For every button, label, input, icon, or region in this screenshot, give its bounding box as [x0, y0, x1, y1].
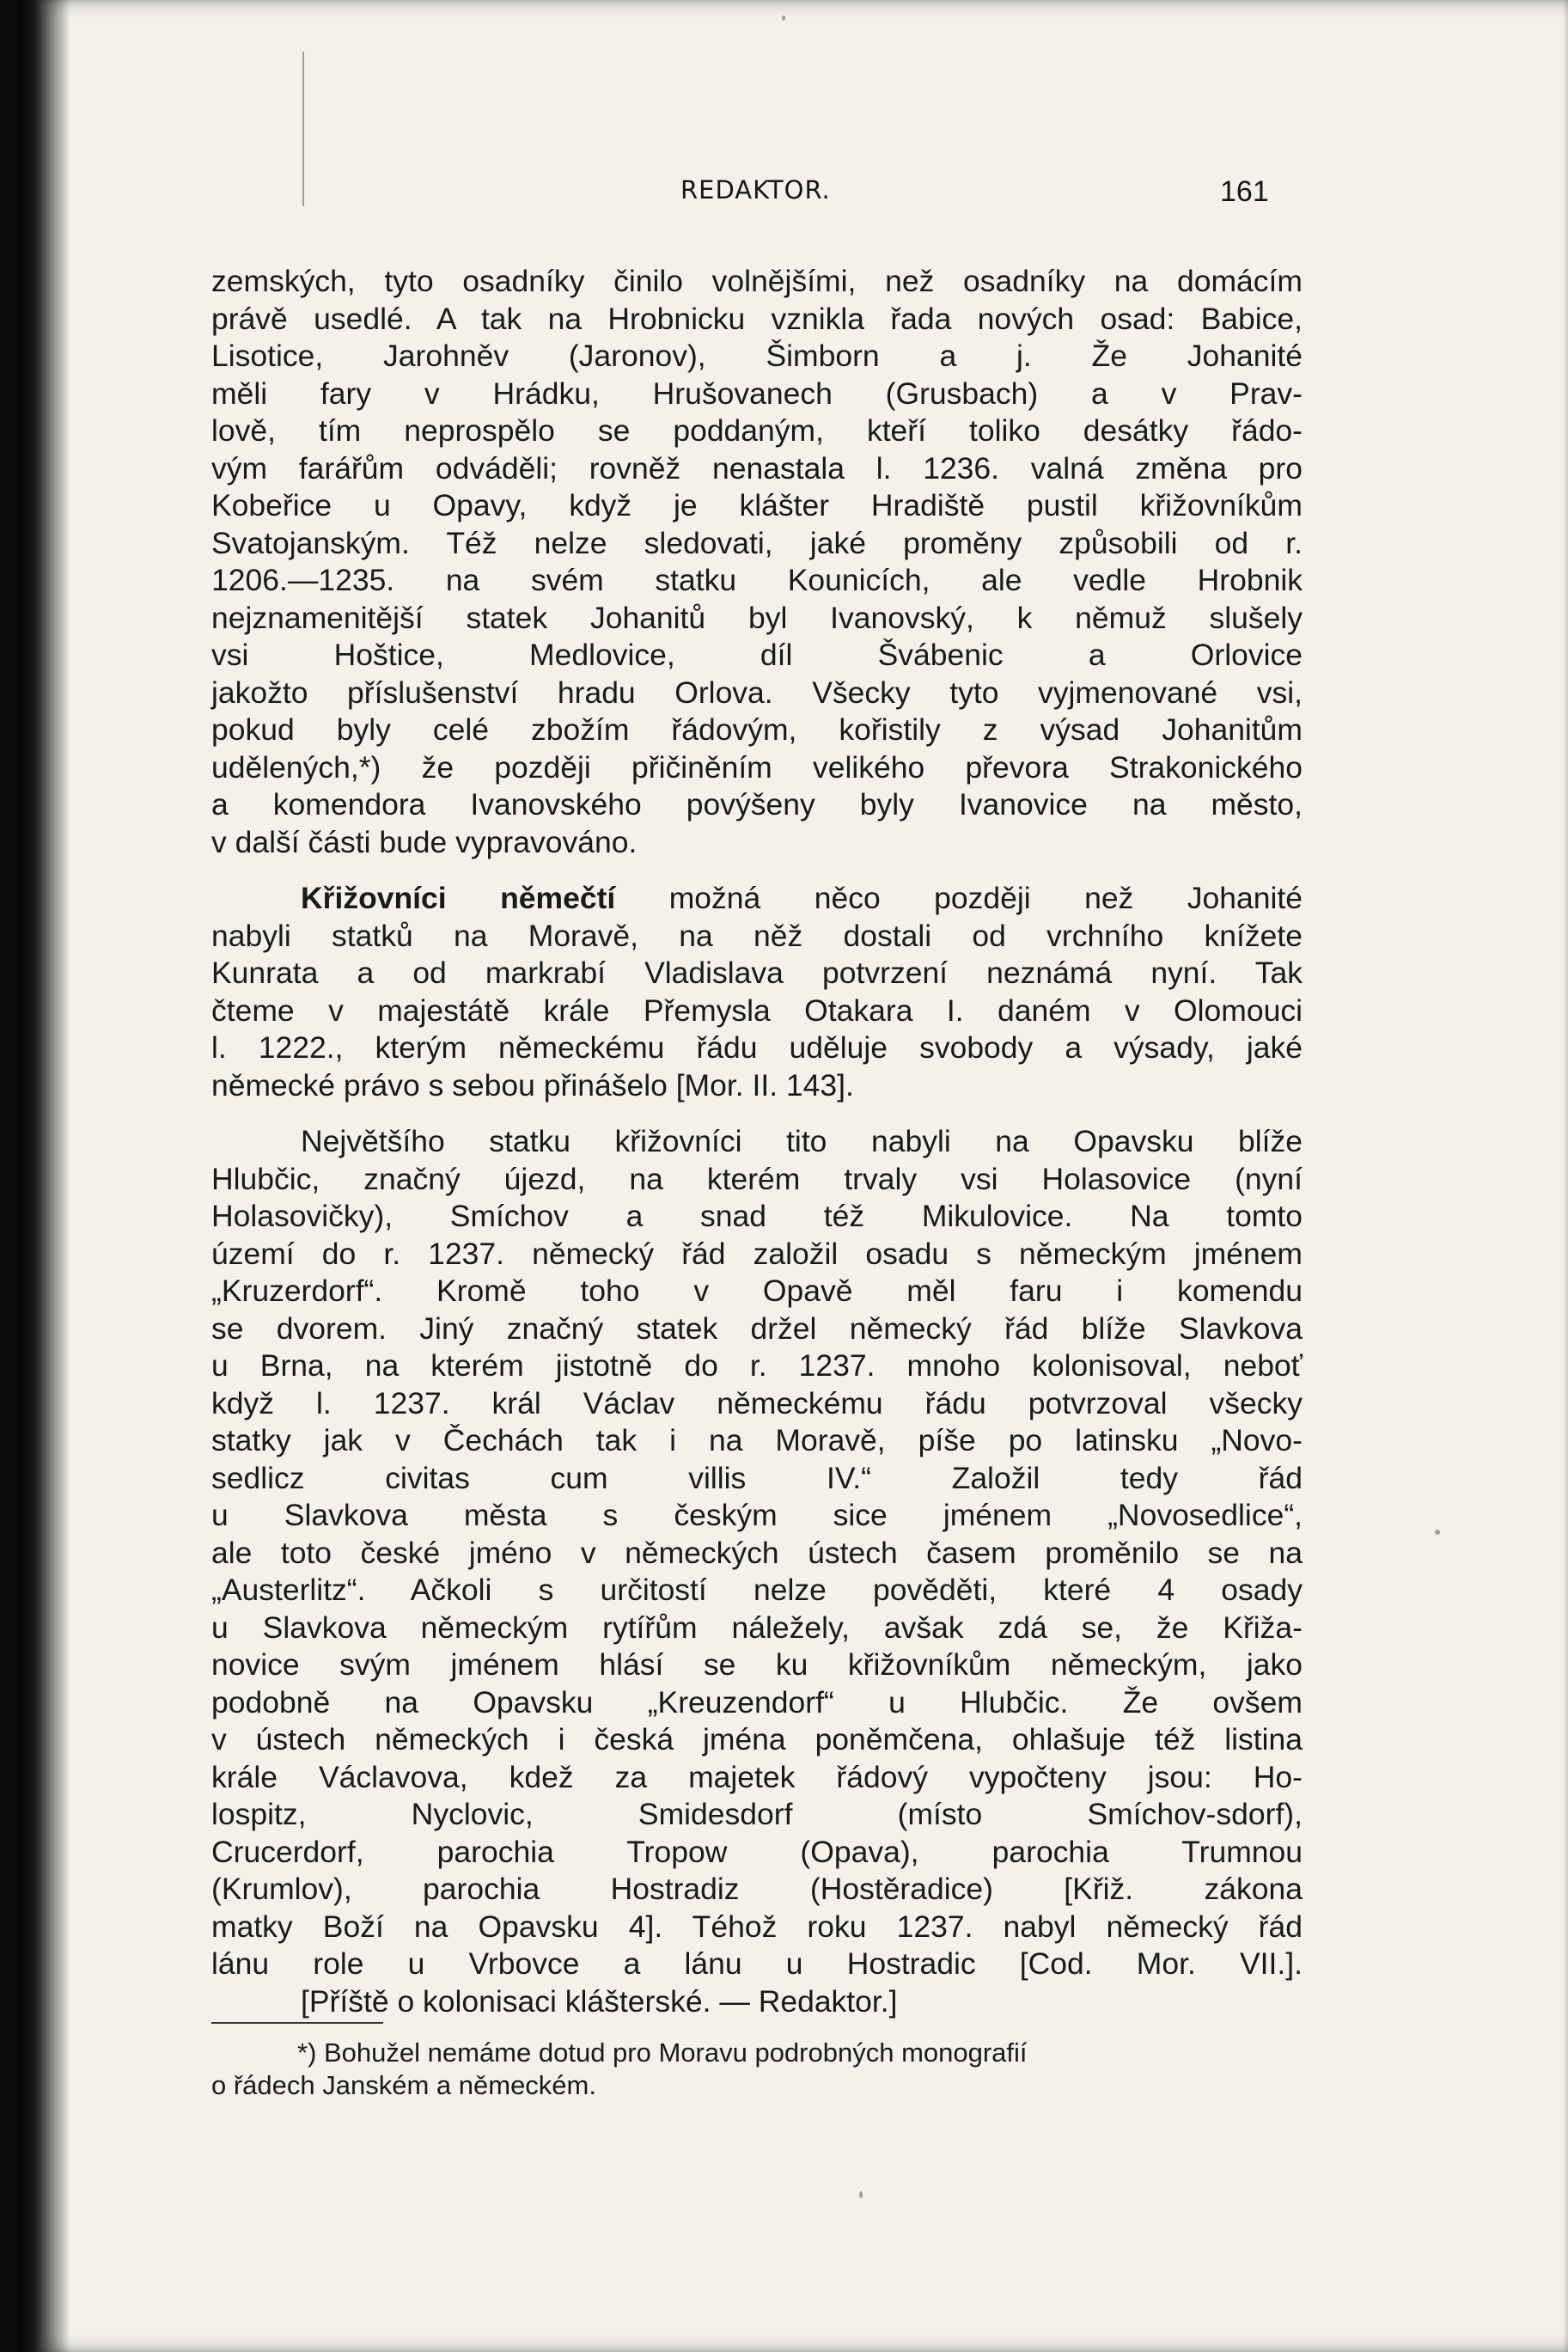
paragraph-3	[211, 1123, 1303, 1983]
text-line: l. 1222., kterým německému řádu uděluje svobody a výsady, jaké	[211, 1030, 1303, 1065]
paragraph-gap	[211, 1104, 1303, 1123]
footnote-line: o řádech Janském a německém.	[211, 2070, 596, 2100]
footnote-line: *) Bohužel nemáme dotud pro Moravu podrobných monografií	[297, 2037, 1028, 2068]
text-line: Kobeřice u Opavy, když je klášter Hradiště pustil křižovníkům	[211, 488, 1303, 522]
text-line: u Slavkova německým rytířům náležely, avšak zdá se, že Křiža-	[211, 1610, 1303, 1645]
text-line: a komendora Ivanovského povýšeny byly Ivanovice na město,	[211, 787, 1303, 822]
paper-speck	[1435, 1530, 1440, 1535]
text-line: se dvorem. Jiný značný statek držel německý řád blíže Slavkova	[211, 1310, 1303, 1346]
text-line-next-note: [Příště o kolonisaci klášterské. — Redaktor.]	[301, 1983, 898, 2019]
text-line: pokud byly celé zbožím řádovým, kořistily z výsad Johanitům	[211, 712, 1303, 747]
text-line: lově, tím neprospělo se poddaným, kteří toliko desátky řádo-	[211, 413, 1303, 448]
text-line: podobně na Opavsku „Kreuzendorf“ u Hlubčic. Že ovšem	[211, 1684, 1303, 1720]
page-number: 161	[1220, 175, 1269, 208]
text-line: 1206.—1235. na svém statku Kounicích, ale vedle Hrobnik	[211, 563, 1303, 597]
text-line: „Austerlitz“. Ačkoli s určitostí nelze pověděti, které 4 osady	[211, 1573, 1303, 1607]
gutter-shadow	[19, 0, 70, 2352]
text-line-heading	[211, 880, 1303, 918]
text-line: „Kruzerdorf“. Kromě toho v Opavě měl faru i komendu	[211, 1274, 1303, 1308]
running-head	[0, 175, 1568, 210]
text-line: ale toto české jméno v německých ústech časem proměnilo se na	[211, 1535, 1303, 1570]
article-body	[211, 263, 1303, 2020]
text-line: území do r. 1237. německý řád založil osadu s německým jménem	[211, 1236, 1303, 1271]
text-line: u Brna, na kterém jistotně do r. 1237. mnoho kolonisoval, neboť	[211, 1348, 1303, 1383]
text-line: Holasovičky), Smíchov a snad též Mikulovice. Na tomto	[211, 1199, 1303, 1233]
text-line: u Slavkova města s českým sice jménem „Novosedlice“,	[211, 1498, 1303, 1532]
text-line: německé právo s sebou přinášelo [Mor. II. 143].	[211, 1067, 854, 1103]
text-line: v další části bude vypravováno.	[211, 824, 638, 859]
text-line: vsi Hoštice, Medlovice, díl Švábenic a Orlovice	[211, 638, 1303, 672]
text-line: krále Václavova, kdež za majetek řádový vypočteny jsou: Ho-	[211, 1759, 1303, 1794]
text-line: jakožto příslušenství hradu Orlova. Všecky tyto vyjmenované vsi,	[211, 675, 1303, 710]
running-title: REDAKTOR.	[680, 175, 831, 205]
text-line: sedlicz civitas cum villis IV.“ Založil tedy řád	[211, 1460, 1303, 1495]
text-line: Svatojanským. Též nelze sledovati, jaké proměny způsobili od r.	[211, 525, 1303, 560]
text-line: Lisotice, Jarohněv (Jaronov), Šimborn a j. Že Johanité	[211, 339, 1303, 373]
text-line: zemských, tyto osadníky činilo volnějšími, než osadníky na domácím	[211, 264, 1303, 298]
text-line: vým farářům odváděli; rovněž nenastala l. 1236. valná změna pro	[211, 450, 1303, 486]
paper-speck	[859, 2191, 863, 2198]
text-line: Kunrata a od markrabí Vladislava potvrzení neznámá nyní. Tak	[211, 956, 1303, 990]
text-line: novice svým jménem hlásí se ku křižovníkům německým, jako	[211, 1647, 1303, 1682]
text-line: Hlubčic, značný újezd, na kterém trvaly vsi Holasovice (nyní	[211, 1161, 1303, 1196]
section-lead-rest: možná něco později než Johanité	[615, 881, 1303, 915]
text-line: Crucerdorf, parochia Tropow (Opava), parochia Trumnou	[211, 1834, 1303, 1869]
text-line: měli fary v Hrádku, Hrušovanech (Grusbach) a v Prav-	[211, 376, 1303, 411]
text-line: když l. 1237. král Václav německému řádu potvrzoval všecky	[211, 1385, 1303, 1420]
text-line: matky Boží na Opavsku 4]. Téhož roku 1237. nabyl německý řád	[211, 1909, 1303, 1944]
text-line: udělených,*) že později přičiněním velikého převora Strakonického	[211, 749, 1303, 785]
text-line: v ústech německých i česká jména poněmčena, ohlašuje též listina	[211, 1722, 1303, 1756]
text-line: nejznamenitější statek Johanitů byl Ivanovský, k němuž slušely	[211, 600, 1303, 635]
paragraph-4	[211, 1983, 1303, 2021]
text-line: čteme v majestátě krále Přemysla Otakara I. daném v Olomouci	[211, 993, 1303, 1028]
paragraph-2	[211, 880, 1303, 1104]
section-lead-term: Křižovníci němečtí	[301, 881, 616, 915]
paragraph-1	[211, 263, 1303, 861]
paper-speck	[782, 15, 785, 21]
text-line: lospitz, Nyclovic, Smidesdorf (místo Smíchov-sdorf),	[211, 1797, 1303, 1831]
text-line: lánu role u Vrbovce a lánu u Hostradic [Cod. Mor. VII.].	[211, 1946, 1303, 1981]
text-line: právě usedlé. A tak na Hrobnicku vznikla řada nových osad: Babice,	[211, 301, 1303, 336]
paragraph-gap	[211, 861, 1303, 880]
text-line: (Krumlov), parochia Hostradiz (Hostěradice) [Křiž. zákona	[211, 1872, 1303, 1906]
text-line: nabyli statků na Moravě, na něž dostali od vrchního knížete	[211, 918, 1303, 953]
text-line: statky jak v Čechách tak i na Moravě, píše po latinsku „Novo-	[211, 1423, 1303, 1457]
footnote	[211, 2037, 1303, 2102]
footnote-rule	[211, 2022, 383, 2024]
text-line: Největšího statku křižovníci tito nabyli na Opavsku blíže	[301, 1124, 1303, 1158]
